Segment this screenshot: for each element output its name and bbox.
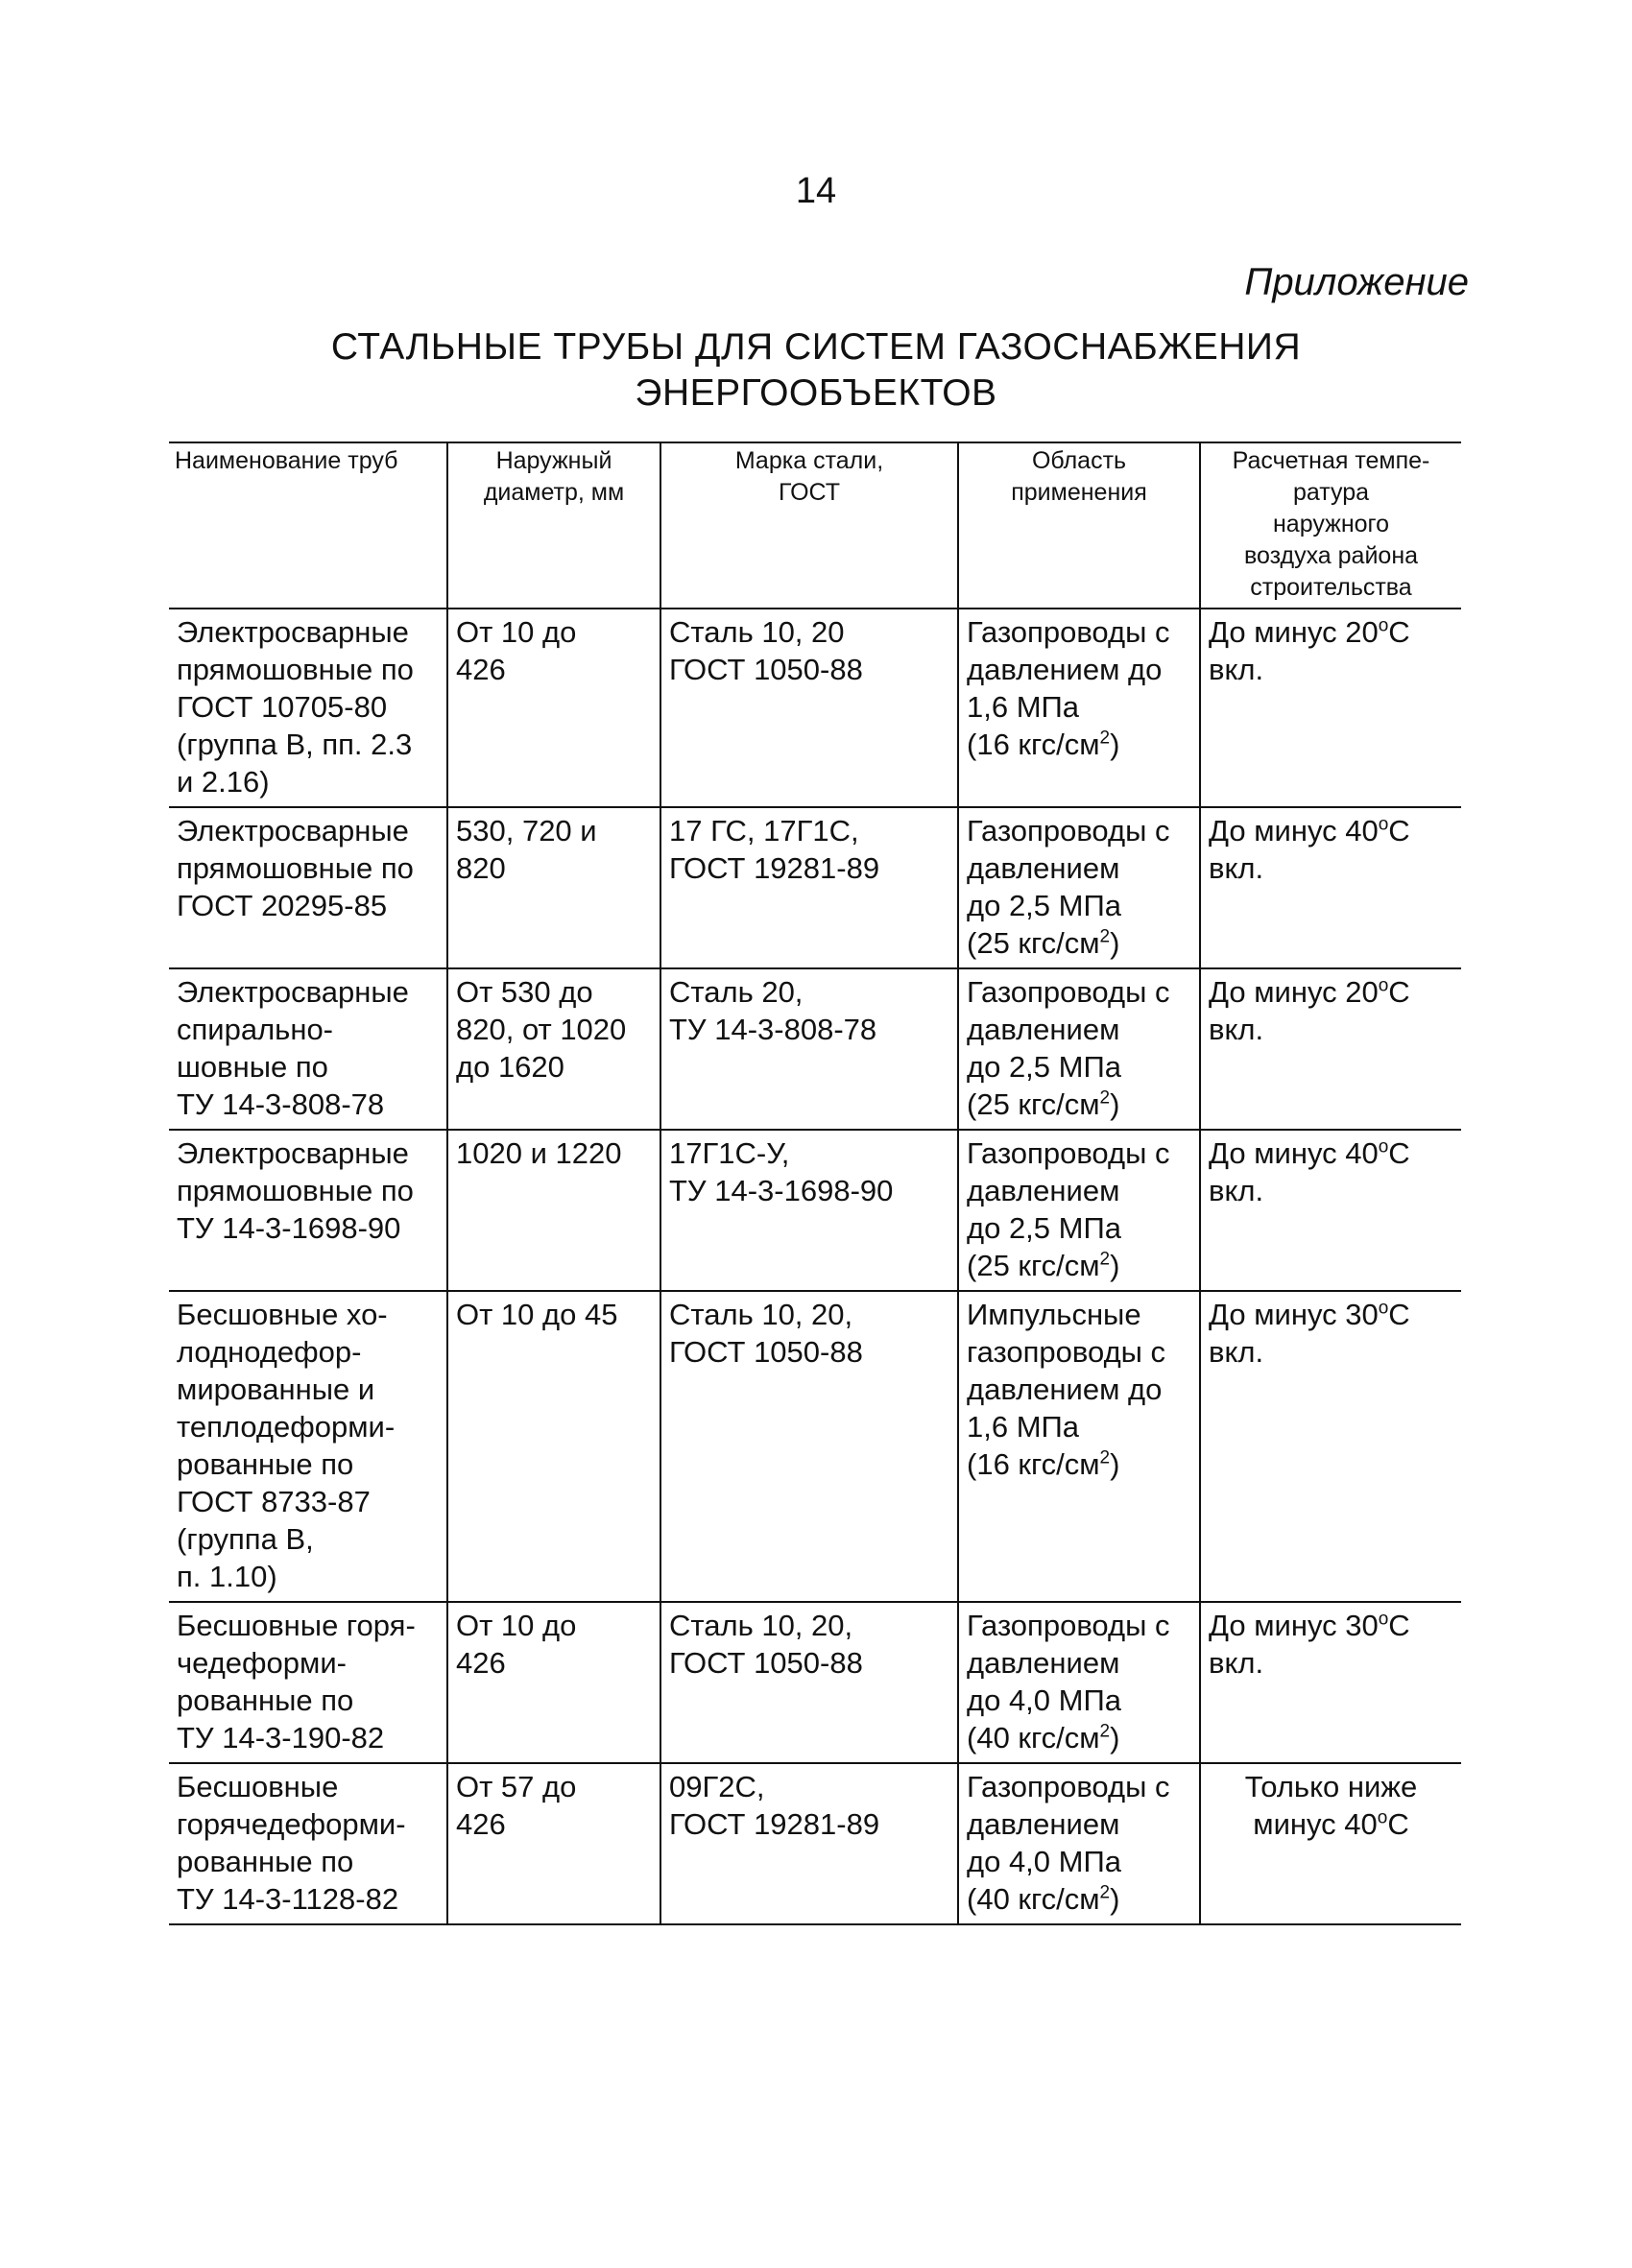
cell-outer-diameter: 530, 720 и 820	[447, 807, 660, 968]
header-outer-diameter: Наружный диаметр, мм	[447, 442, 660, 609]
temperature-superscript: о	[1378, 1609, 1389, 1630]
table-row	[169, 1763, 1461, 1924]
cell-outer-diameter: От 57 до 426	[447, 1763, 660, 1924]
temperature-text: До минус 30	[1209, 1298, 1379, 1331]
cell-outer-diameter: 1020 и 1220	[447, 1130, 660, 1291]
cell-steel-grade: Сталь 10, 20, ГОСТ 1050-88	[660, 1602, 958, 1763]
cell-design-temperature	[1200, 1130, 1461, 1291]
application-superscript: 2	[1099, 1882, 1111, 1903]
table-row	[169, 968, 1461, 1130]
cell-outer-diameter: От 10 до 45	[447, 1291, 660, 1602]
temperature-superscript: о	[1378, 615, 1389, 636]
temperature-superscript: о	[1378, 1298, 1389, 1319]
header-application-area: Область применения	[958, 442, 1200, 609]
temperature-tail: С вкл.	[1209, 615, 1410, 686]
application-text: Газопроводы с давлением до 1,6 МПа (16 кгс/см	[967, 615, 1170, 761]
application-superscript: 2	[1099, 1721, 1111, 1742]
table-row	[169, 807, 1461, 968]
temperature-text: До минус 40	[1209, 1136, 1379, 1170]
application-text: Газопроводы с давлением до 4,0 МПа (40 кгс/см	[967, 1609, 1170, 1755]
temperature-tail: С	[1387, 1807, 1409, 1841]
cell-pipe-name: Электросварные прямошовные по ГОСТ 10705-80 (группа В, пп. 2.3 и 2.16)	[169, 609, 447, 807]
application-tail: )	[1110, 1249, 1120, 1282]
temperature-superscript: о	[1378, 814, 1389, 835]
application-tail: )	[1110, 1447, 1120, 1481]
cell-application-area	[958, 1763, 1200, 1924]
cell-pipe-name: Бесшовные горячедеформи- рованные по ТУ 14-3-1128-82	[169, 1763, 447, 1924]
temperature-text: Только ниже минус 40	[1244, 1770, 1418, 1841]
temperature-tail: С вкл.	[1209, 814, 1410, 885]
temperature-text: До минус 20	[1209, 615, 1379, 649]
header-steel-grade: Марка стали, ГОСТ	[660, 442, 958, 609]
cell-design-temperature	[1200, 1602, 1461, 1763]
cell-outer-diameter: От 10 до 426	[447, 1602, 660, 1763]
cell-steel-grade: 17 ГС, 17Г1С, ГОСТ 19281-89	[660, 807, 958, 968]
cell-design-temperature	[1200, 807, 1461, 968]
application-tail: )	[1110, 1721, 1120, 1755]
temperature-tail: С вкл.	[1209, 1136, 1410, 1207]
temperature-superscript: о	[1378, 975, 1389, 996]
cell-application-area	[958, 609, 1200, 807]
temperature-tail: С вкл.	[1209, 975, 1410, 1046]
application-superscript: 2	[1099, 1249, 1111, 1270]
application-text: Импульсные газопроводы с давлением до 1,6 МПа (16 кгс/см	[967, 1298, 1166, 1481]
application-tail: )	[1110, 1087, 1120, 1121]
page-number: 14	[795, 171, 837, 211]
temperature-superscript: о	[1378, 1136, 1389, 1158]
application-text: Газопроводы с давлением до 2,5 МПа (25 кгс/см	[967, 975, 1170, 1121]
temperature-tail: С вкл.	[1209, 1298, 1410, 1369]
application-superscript: 2	[1099, 1087, 1111, 1109]
cell-steel-grade: 09Г2С, ГОСТ 19281-89	[660, 1763, 958, 1924]
cell-pipe-name: Электросварные прямошовные по ТУ 14-3-1698-90	[169, 1130, 447, 1291]
table-row	[169, 1291, 1461, 1602]
application-tail: )	[1110, 926, 1120, 960]
application-tail: )	[1110, 1882, 1120, 1916]
temperature-text: До минус 30	[1209, 1609, 1379, 1642]
application-text: Газопроводы с давлением до 2,5 МПа (25 кгс/см	[967, 1136, 1170, 1282]
cell-application-area	[958, 1602, 1200, 1763]
application-tail: )	[1110, 728, 1120, 761]
temperature-tail: С вкл.	[1209, 1609, 1410, 1680]
cell-outer-diameter: От 10 до 426	[447, 609, 660, 807]
application-text: Газопроводы с давлением до 4,0 МПа (40 кгс/см	[967, 1770, 1170, 1916]
application-text: Газопроводы с давлением до 2,5 МПа (25 кгс/см	[967, 814, 1170, 960]
table-row	[169, 1602, 1461, 1763]
table-header-row	[169, 442, 1461, 609]
temperature-superscript: о	[1377, 1807, 1388, 1828]
steel-pipes-table	[169, 442, 1461, 1925]
cell-application-area	[958, 807, 1200, 968]
title-line-2: ЭНЕРГООБЪЕКТОВ	[635, 372, 997, 414]
cell-steel-grade: 17Г1С-У, ТУ 14-3-1698-90	[660, 1130, 958, 1291]
cell-application-area	[958, 1130, 1200, 1291]
cell-steel-grade: Сталь 20, ТУ 14-3-808-78	[660, 968, 958, 1130]
title-line-1: СТАЛЬНЫЕ ТРУБЫ ДЛЯ СИСТЕМ ГАЗОСНАБЖЕНИЯ	[330, 326, 1302, 368]
cell-design-temperature	[1200, 609, 1461, 807]
header-pipe-name: Наименование труб	[169, 442, 447, 609]
application-superscript: 2	[1099, 926, 1111, 947]
cell-pipe-name: Электросварные прямошовные по ГОСТ 20295-85	[169, 807, 447, 968]
cell-steel-grade: Сталь 10, 20 ГОСТ 1050-88	[660, 609, 958, 807]
cell-application-area	[958, 1291, 1200, 1602]
table-body	[169, 609, 1461, 1924]
cell-design-temperature	[1200, 968, 1461, 1130]
header-design-temperature: Расчетная темпе- ратура наружного воздуха района строительства	[1200, 442, 1461, 609]
document-title	[0, 324, 1632, 417]
cell-pipe-name: Электросварные спирально- шовные по ТУ 14-3-808-78	[169, 968, 447, 1130]
appendix-label: Приложение	[1244, 261, 1469, 303]
cell-steel-grade: Сталь 10, 20, ГОСТ 1050-88	[660, 1291, 958, 1602]
temperature-text: До минус 20	[1209, 975, 1379, 1009]
cell-design-temperature	[1200, 1291, 1461, 1602]
table-row	[169, 1130, 1461, 1291]
table-row	[169, 609, 1461, 807]
application-superscript: 2	[1099, 728, 1111, 749]
application-superscript: 2	[1099, 1447, 1111, 1468]
cell-application-area	[958, 968, 1200, 1130]
cell-pipe-name: Бесшовные хо- лоднодефор- мированные и теплодеформи- рованные по ГОСТ 8733-87 (группа В, п. 1.10)	[169, 1291, 447, 1602]
temperature-text: До минус 40	[1209, 814, 1379, 848]
cell-outer-diameter: От 530 до 820, от 1020 до 1620	[447, 968, 660, 1130]
cell-pipe-name: Бесшовные горя- чедеформи- рованные по ТУ 14-3-190-82	[169, 1602, 447, 1763]
cell-design-temperature	[1200, 1763, 1461, 1924]
